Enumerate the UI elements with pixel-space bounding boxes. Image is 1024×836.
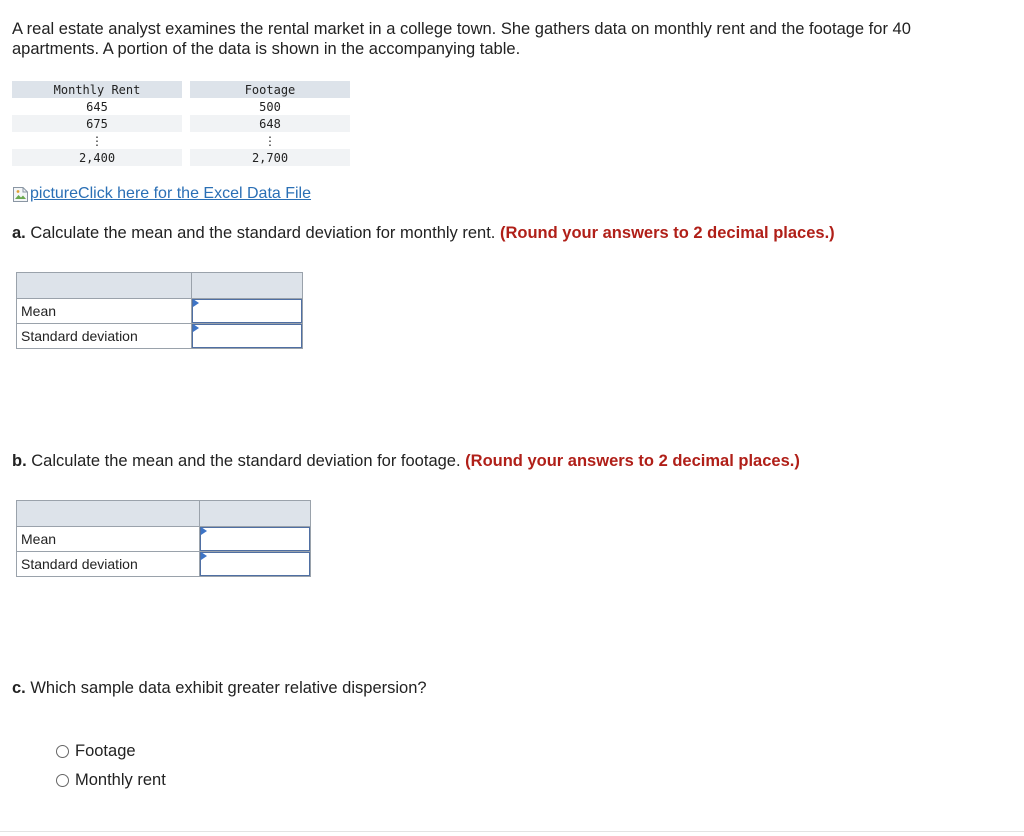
table-row	[17, 324, 303, 349]
footage-cell: 2,700	[190, 149, 350, 166]
question-c	[12, 679, 427, 698]
footage-cell: 500	[259, 99, 281, 114]
broken-image-icon	[12, 186, 29, 203]
column-header-monthly-rent: Monthly Rent	[12, 81, 182, 98]
footage-cell: 648	[190, 115, 350, 132]
question-text: Calculate the mean and the standard deviation for monthly rent.	[30, 224, 496, 242]
excel-link-label: Click here for the Excel Data File	[78, 185, 312, 202]
radio-option-footage[interactable]	[56, 737, 166, 766]
part-letter: a.	[12, 224, 26, 242]
question-text: Which sample data exhibit greater relative dispersion?	[30, 679, 427, 697]
rent-cell-ellipsis: ⋮	[91, 133, 103, 148]
row-label-mean: Mean	[17, 299, 192, 324]
table-row	[12, 149, 350, 166]
required-marker-icon	[201, 552, 207, 560]
answer-table-b	[16, 500, 311, 577]
rent-footage-data-table	[12, 81, 350, 166]
answer-table-a	[16, 272, 303, 349]
table-row	[17, 552, 311, 577]
table-row	[12, 115, 350, 132]
rounding-hint: (Round your answers to 2 decimal places.)	[499, 224, 835, 242]
part-letter: b.	[12, 452, 27, 470]
question-b	[12, 452, 800, 471]
rounding-hint: (Round your answers to 2 decimal places.)	[465, 452, 800, 470]
radio-button-icon[interactable]	[56, 745, 69, 758]
image-alt-text: picture	[30, 185, 79, 202]
table-row	[17, 299, 303, 324]
radio-label: Footage	[75, 742, 136, 760]
radio-button-icon[interactable]	[56, 774, 69, 787]
footage-std-dev-input[interactable]	[200, 552, 310, 576]
dispersion-radio-group	[56, 737, 166, 795]
table-row	[17, 527, 311, 552]
row-label-standard-deviation: Standard deviation	[17, 324, 192, 349]
footage-cell-ellipsis: ⋮	[264, 133, 276, 148]
excel-data-file-link[interactable]	[12, 185, 311, 203]
rent-mean-input[interactable]	[192, 299, 302, 323]
row-label-mean: Mean	[17, 527, 200, 552]
rent-std-dev-input[interactable]	[192, 324, 302, 348]
rent-cell: 675	[12, 115, 182, 132]
row-label-standard-deviation: Standard deviation	[17, 552, 200, 577]
table-row	[12, 98, 350, 115]
question-a	[12, 224, 835, 243]
required-marker-icon	[201, 527, 207, 535]
divider	[0, 831, 1024, 832]
question-text: Calculate the mean and the standard deviation for footage.	[31, 452, 461, 470]
problem-intro: A real estate analyst examines the rental market in a college town. She gathers data on monthly rent and the footage for 40 apartments. A portion of the data is shown in the accompanying table.	[12, 20, 911, 58]
rent-cell: 645	[86, 99, 108, 114]
footage-mean-input[interactable]	[200, 527, 310, 551]
rent-cell: 2,400	[12, 149, 182, 166]
part-letter: c.	[12, 679, 26, 697]
required-marker-icon	[193, 299, 199, 307]
radio-option-monthly-rent[interactable]	[56, 766, 166, 795]
table-row	[12, 132, 350, 149]
column-header-footage: Footage	[190, 81, 350, 98]
radio-label: Monthly rent	[75, 771, 166, 789]
required-marker-icon	[193, 324, 199, 332]
